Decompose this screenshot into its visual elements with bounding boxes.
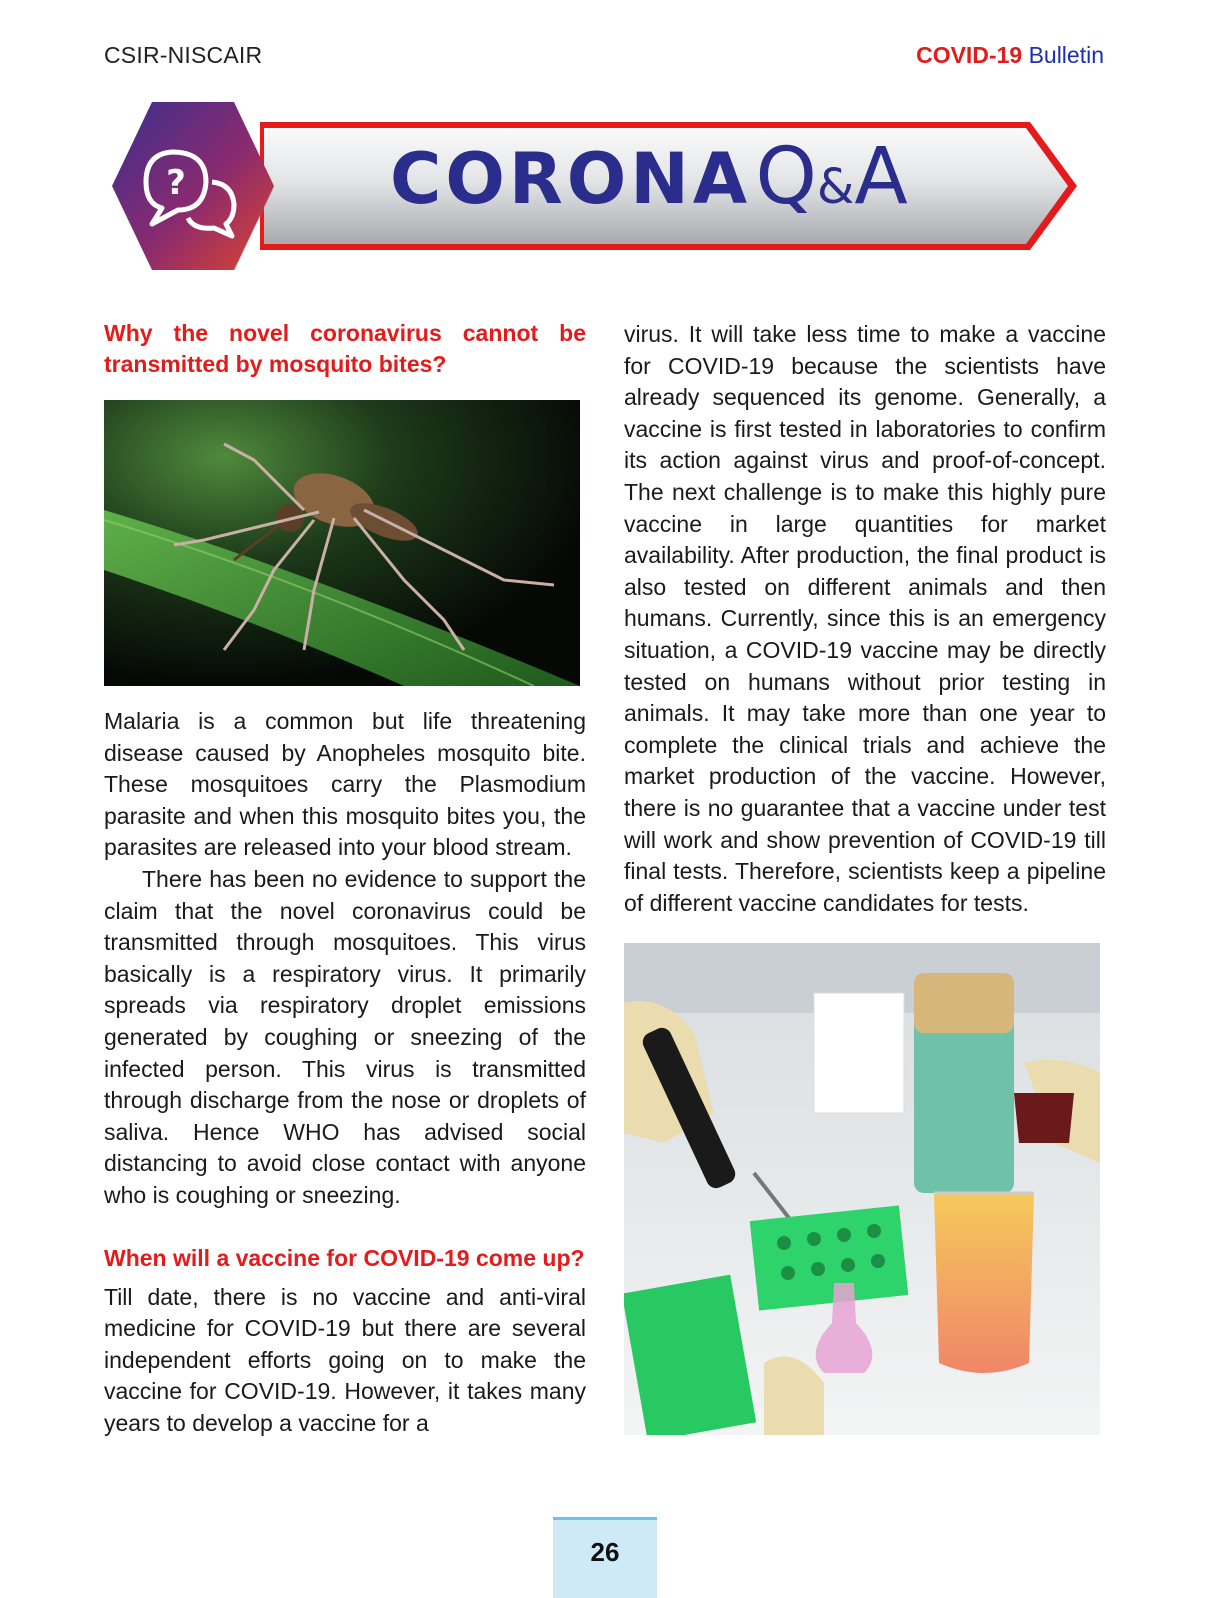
paragraph-mosquito-evidence: There has been no evidence to support the claim that the novel coronavirus could be transmitted through mosquitoes. This virus basically is a respiratory virus. It primarily spreads via respiratory droplet emissions generated by coughing or sneezing of the infected person. This virus is transmitted through discharge from the nose or droplets of saliva. Hence WHO has advised social distancing to avoid close contact with anyone who is coughing or sneezing.	[104, 865, 586, 1208]
bulletin-suffix: Bulletin	[1028, 42, 1104, 68]
paragraph-vaccine-continued: virus. It will take less time to make a vaccine for COVID-19 because the scientists have already sequenced its genome. Generally, a vaccine is first tested in laboratories to confirm its action against virus and proof-of-concept. The next challenge is to make this highly pure vaccine in large quantities for market availability. After production, the final product is also tested on different animals and then humans. Currently, since this is an emergency situation, a COVID-19 vaccine may be directly tested on humans without prior testing in animals. It may take more than one year to complete the clinical trials and achieve the market production of the vaccine. However, there is no guarantee that a vaccine under test will work and show prevention of COVID-19 till final tests. Therefore, scientists keep a pipeline of different vaccine candidates for tests.	[624, 321, 1106, 916]
paragraph-malaria: Malaria is a common but life threatening disease caused by Anopheles mosquito bite. These mosquitoes carry the Plasmodium parasite and when this mosquito bites you, the parasites are released into your blood stream.	[104, 708, 586, 861]
mosquito-photo	[104, 400, 580, 686]
page-title	[390, 132, 950, 222]
question-vaccine: When will a vaccine for COVID-19 come up?	[104, 1244, 585, 1271]
right-column	[624, 319, 1106, 1435]
title-qa: Q&A	[755, 132, 908, 222]
page-number: 26	[553, 1517, 657, 1598]
bulletin-title	[916, 42, 1104, 69]
laboratory-photo	[624, 943, 1100, 1435]
section-banner	[100, 100, 1100, 275]
publisher-name: CSIR-NISCAIR	[104, 42, 263, 68]
question-mosquito: Why the novel coronavirus cannot be transmitted by mosquito bites?	[104, 320, 586, 377]
paragraph-vaccine-start: Till date, there is no vaccine and anti-viral medicine for COVID-19 but there are several independent efforts going on to make the vaccine for COVID-19. However, it takes many years to develop a vaccine for a	[104, 1283, 586, 1436]
title-bold: CORONA	[390, 138, 752, 220]
left-column	[104, 318, 586, 1439]
svg-text:?: ?	[166, 163, 186, 203]
bulletin-highlight: COVID-19	[916, 42, 1023, 68]
